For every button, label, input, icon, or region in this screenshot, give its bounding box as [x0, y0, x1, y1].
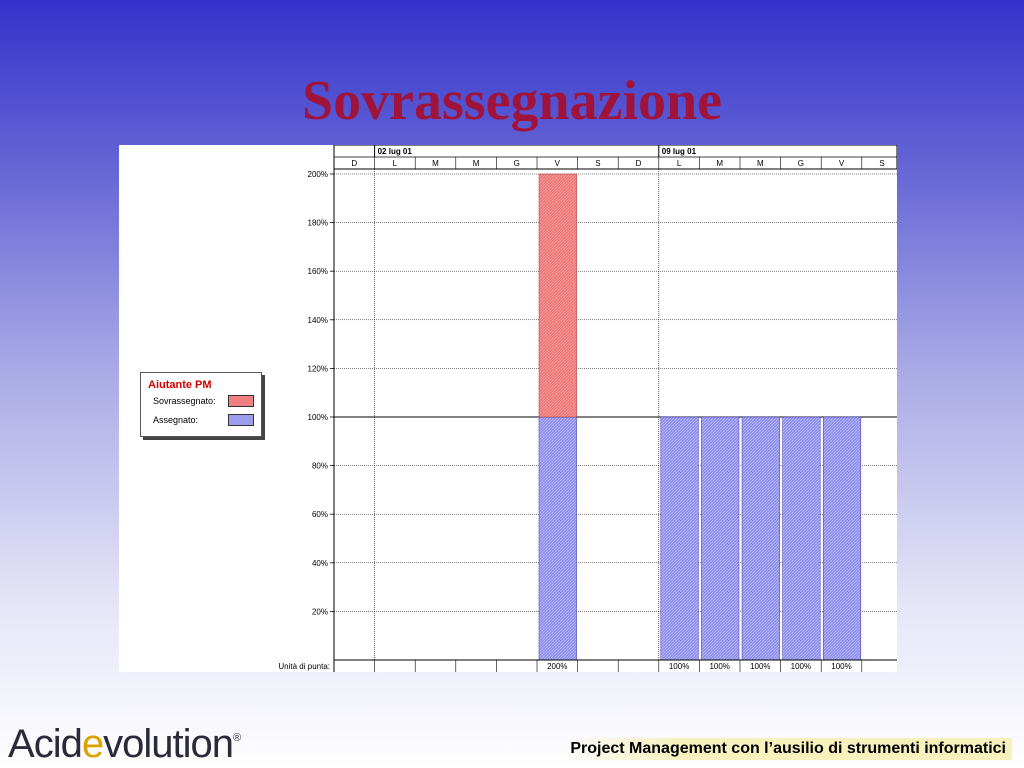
legend-item-sovrassegnato — [153, 395, 253, 409]
bar-assegnato — [742, 417, 780, 660]
logo-a: A — [8, 722, 34, 766]
day-label: G — [513, 159, 520, 168]
y-tick-label: 60% — [311, 510, 328, 520]
y-tick-label: 180% — [307, 218, 328, 228]
logo-cid: cid — [33, 722, 82, 766]
legend-label: Assegnato: — [153, 415, 199, 425]
y-tick-label: 100% — [307, 413, 328, 422]
y-tick-label: 80% — [311, 461, 328, 471]
bar-assegnato — [701, 417, 739, 660]
day-label: S — [595, 159, 601, 168]
legend-swatch — [228, 414, 254, 426]
bar-assegnato — [783, 417, 821, 660]
day-label: S — [879, 159, 885, 168]
slide-title: Sovrassegnazione — [302, 70, 722, 132]
y-tick-label: 200% — [307, 170, 328, 179]
y-tick-label: 20% — [311, 607, 328, 617]
y-tick-label: 40% — [311, 558, 328, 568]
bar-assegnato — [539, 417, 577, 660]
legend-item-assegnato — [153, 414, 253, 428]
y-tick-label: 140% — [307, 315, 328, 325]
bar-assegnato — [823, 417, 861, 660]
day-label: G — [797, 159, 805, 168]
day-label: V — [554, 159, 560, 168]
peak-unit-label: 200% — [547, 662, 568, 671]
legend-label: Sovrassegnato: — [153, 396, 216, 406]
legend-swatch — [228, 395, 254, 407]
day-label: L — [676, 159, 682, 168]
peak-unit-label: 100% — [709, 662, 730, 671]
logo-volution: volution — [103, 722, 233, 766]
bar-sovrassegnato — [539, 174, 577, 417]
day-label: V — [838, 159, 845, 168]
logo-e: e — [81, 722, 104, 766]
peak-unit-label: 100% — [750, 662, 771, 671]
day-label: D — [635, 159, 642, 168]
logo-registered-mark: ® — [232, 732, 241, 744]
peak-unit-label: 100% — [668, 662, 690, 671]
company-logo — [8, 722, 240, 766]
day-label: M — [432, 159, 439, 168]
peak-unit-label: 100% — [790, 662, 812, 671]
day-label: M — [472, 159, 480, 168]
legend-title: Aiutante PM — [148, 379, 212, 391]
bar-assegnato — [661, 417, 699, 660]
peak-unit-label: 100% — [831, 662, 852, 671]
y-tick-label: 120% — [307, 364, 328, 374]
footer-caption: Project Management con l’ausilio di strumenti informatici — [564, 738, 1012, 760]
day-label: L — [392, 159, 398, 168]
week-label: 09 lug 01 — [661, 147, 697, 156]
day-label: M — [716, 159, 724, 168]
y-tick-label: 160% — [307, 267, 328, 277]
footer-row-label: Unità di punta: — [278, 662, 330, 671]
day-label: M — [756, 159, 764, 168]
week-label: 02 lug 01 — [377, 147, 412, 156]
chart-legend — [140, 372, 262, 437]
day-label: D — [351, 159, 358, 168]
